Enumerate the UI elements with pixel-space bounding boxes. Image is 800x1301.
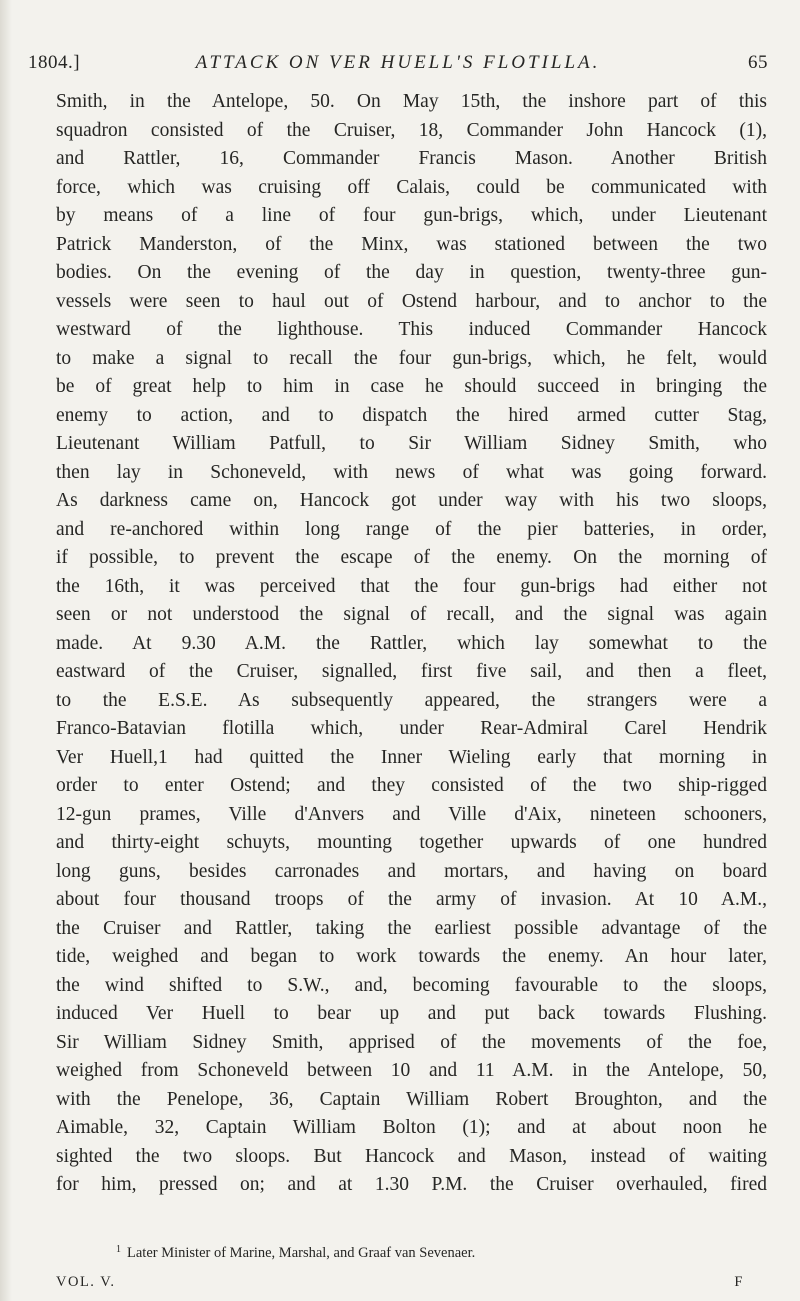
text-line: by means of a line of four gun-brigs, which, under Lieutenant [56, 205, 767, 226]
text-line: Aimable, 32, Captain William Bolton (1); and at about noon he [56, 1117, 767, 1138]
text-line: vessels were seen to haul out of Ostend harbour, and to anchor to the [56, 290, 767, 312]
text-line: Patrick Manderston, of the Minx, was stationed between the two [56, 233, 767, 255]
text-line: tide, weighed and began to work towards the enemy. An hour later, [56, 946, 767, 967]
text-line: long guns, besides carronades and mortars, and having on board [56, 860, 767, 882]
text-line: and thirty-eight schuyts, mounting together upwards of one hundred [56, 832, 767, 853]
text-line: to the E.S.E. As subsequently appeared, the strangers were a [56, 689, 767, 711]
footnote-marker: 1 [116, 1244, 121, 1255]
text-line: and re-anchored within long range of the pier batteries, in order, [56, 518, 767, 540]
text-line: for him, pressed on; and at 1.30 P.M. the Cruiser overhauled, fired [56, 1174, 767, 1195]
text-line: seen or not understood the signal of recall, and the signal was again [56, 604, 767, 625]
text-line: Ver Huell,1 had quitted the Inner Wieling early that morning in [56, 746, 767, 768]
page-number: 65 [748, 52, 768, 73]
text-line: squadron consisted of the Cruiser, 18, Commander John Hancock (1), [56, 119, 767, 141]
text-line: sighted the two sloops. But Hancock and Mason, instead of waiting [56, 1145, 767, 1167]
text-line: Lieutenant William Patfull, to Sir William Sidney Smith, who [56, 433, 767, 454]
running-header [28, 52, 768, 76]
text-line: induced Ver Huell to bear up and put back towards Flushing. [56, 1003, 767, 1024]
text-line: about four thousand troops of the army of invasion. At 10 A.M., [56, 889, 767, 910]
text-line: westward of the lighthouse. This induced Commander Hancock [56, 319, 767, 340]
footnote [116, 1244, 475, 1262]
volume-label: VOL. V. [56, 1274, 116, 1290]
text-line: order to enter Ostend; and they consisted of the two ship-rigged [56, 775, 767, 796]
text-line: made. At 9.30 A.M. the Rattler, which lay somewhat to the [56, 632, 767, 654]
text-line: eastward of the Cruiser, signalled, first five sail, and then a fleet, [56, 661, 767, 682]
page-gutter-shadow [0, 0, 12, 1301]
text-line: Franco-Batavian flotilla which, under Rear-Admiral Carel Hendrik [56, 718, 767, 739]
page-footer [56, 1274, 744, 1292]
text-line: weighed from Schoneveld between 10 and 11 A.M. in the Antelope, 50, [56, 1060, 767, 1081]
text-line: As darkness came on, Hancock got under way with his two sloops, [56, 490, 767, 511]
text-line: the wind shifted to S.W., and, becoming favourable to the sloops, [56, 974, 767, 996]
text-line: then lay in Schoneveld, with news of what was going forward. [56, 461, 767, 483]
text-line: if possible, to prevent the escape of the enemy. On the morning of [56, 547, 767, 568]
header-year: 1804.] [28, 52, 81, 73]
text-line: the 16th, it was perceived that the four gun-brigs had either not [56, 575, 767, 597]
text-line: Smith, in the Antelope, 50. On May 15th, the inshore part of this [56, 91, 767, 112]
signature-mark: F [734, 1274, 744, 1290]
text-line: 12-gun prames, Ville d'Anvers and Ville d'Aix, nineteen schooners, [56, 803, 767, 825]
header-title: ATTACK ON VER HUELL'S FLOTILLA. [195, 52, 601, 73]
text-line: to make a signal to recall the four gun-brigs, which, he felt, would [56, 347, 767, 369]
text-line: bodies. On the evening of the day in question, twenty-three gun- [56, 262, 767, 283]
text-line: and Rattler, 16, Commander Francis Mason. Another British [56, 148, 767, 169]
body-text [56, 88, 767, 1200]
text-line: force, which was cruising off Calais, could be communicated with [56, 176, 767, 198]
text-line: with the Penelope, 36, Captain William Robert Broughton, and the [56, 1088, 767, 1110]
text-line: be of great help to him in case he should succeed in bringing the [56, 376, 767, 397]
text-line: enemy to action, and to dispatch the hired armed cutter Stag, [56, 404, 767, 426]
text-line: the Cruiser and Rattler, taking the earliest possible advantage of the [56, 917, 767, 939]
footnote-text: Later Minister of Marine, Marshal, and Graaf van Sevenaer. [127, 1245, 476, 1261]
text-line: Sir William Sidney Smith, apprised of the movements of the foe, [56, 1031, 767, 1053]
